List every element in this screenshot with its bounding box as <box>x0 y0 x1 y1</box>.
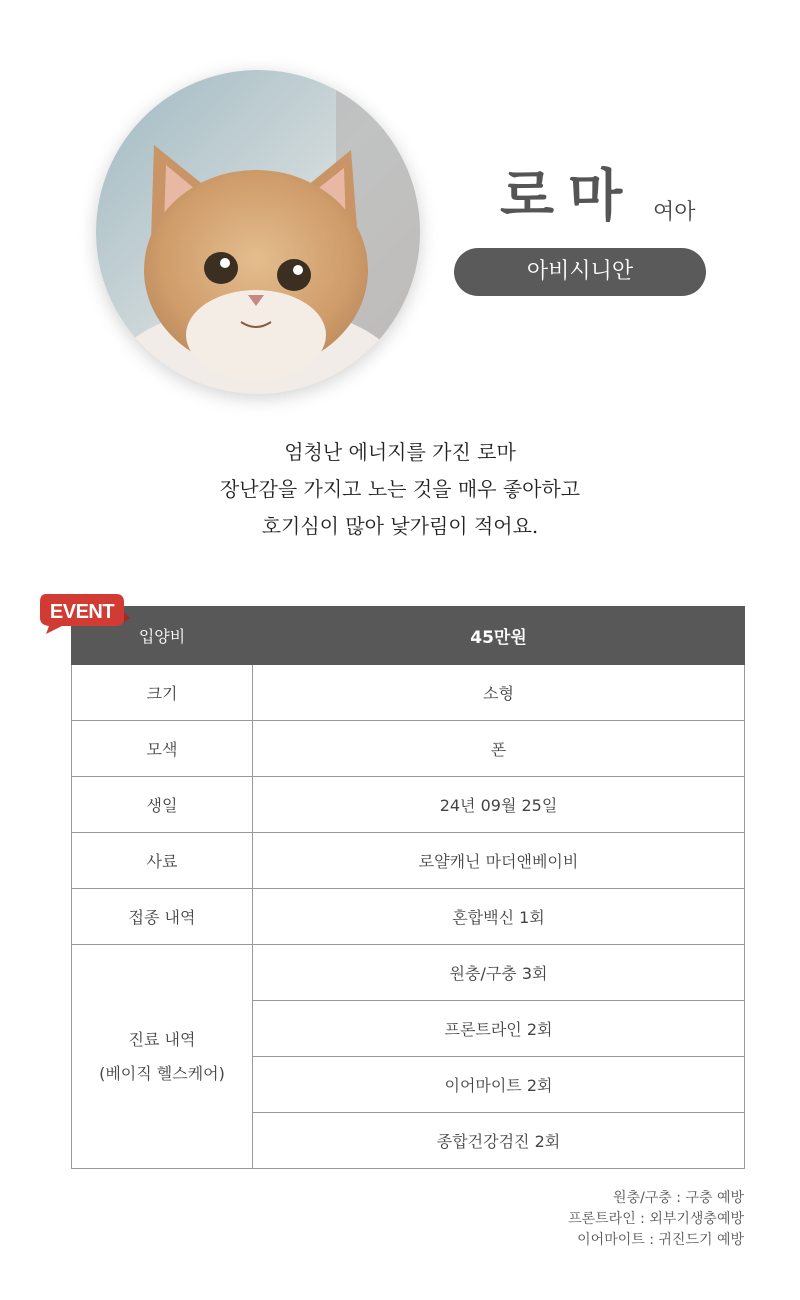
row-value: 24년 09월 25일 <box>253 777 745 833</box>
table-row <box>72 833 745 889</box>
fee-value: 45만원 <box>253 607 745 665</box>
intro-line: 엄청난 에너지를 가진 로마 <box>284 440 516 464</box>
care-item: 프론트라인 2회 <box>253 1001 745 1057</box>
intro-line: 호기심이 많아 낯가림이 적어요. <box>261 514 539 538</box>
row-value: 폰 <box>253 721 745 777</box>
care-item: 원충/구충 3회 <box>253 945 745 1001</box>
row-value: 혼합백신 1회 <box>253 889 745 945</box>
row-value: 로얄캐닌 마더앤베이비 <box>253 833 745 889</box>
intro-line: 장난감을 가지고 노는 것을 매우 좋아하고 <box>219 477 581 501</box>
table-row <box>72 777 745 833</box>
row-label: 접종 내역 <box>72 889 253 945</box>
care-label-line: 진료 내역 <box>128 1029 196 1049</box>
row-label: 크기 <box>72 665 253 721</box>
event-badge: EVENT <box>49 601 115 623</box>
care-label <box>72 945 253 1169</box>
care-item: 종합건강검진 2회 <box>253 1113 745 1169</box>
pet-name: 로마 <box>500 164 637 229</box>
footnote-line: 프론트라인 : 외부기생충예방 <box>568 1211 744 1227</box>
info-table <box>71 606 745 1169</box>
kitten-photo <box>96 70 420 394</box>
table-row <box>72 665 745 721</box>
row-label: 사료 <box>72 833 253 889</box>
row-label: 생일 <box>72 777 253 833</box>
fee-label: 입양비 <box>72 607 253 665</box>
pet-gender: 여아 <box>653 200 696 225</box>
care-item: 이어마이트 2회 <box>253 1057 745 1113</box>
table-row <box>72 889 745 945</box>
table-row <box>72 945 745 1001</box>
table-header-row <box>72 607 745 665</box>
care-label-line: (베이직 헬스케어) <box>99 1063 225 1083</box>
intro-text <box>0 434 800 545</box>
table-row <box>72 721 745 777</box>
footnote-line: 이어마이트 : 귀진드기 예방 <box>577 1232 744 1248</box>
footnotes <box>568 1188 744 1251</box>
row-label: 모색 <box>72 721 253 777</box>
row-value: 소형 <box>253 665 745 721</box>
breed-badge: 아비시니안 <box>454 248 706 296</box>
footnote-line: 원충/구충 : 구충 예방 <box>613 1190 744 1206</box>
